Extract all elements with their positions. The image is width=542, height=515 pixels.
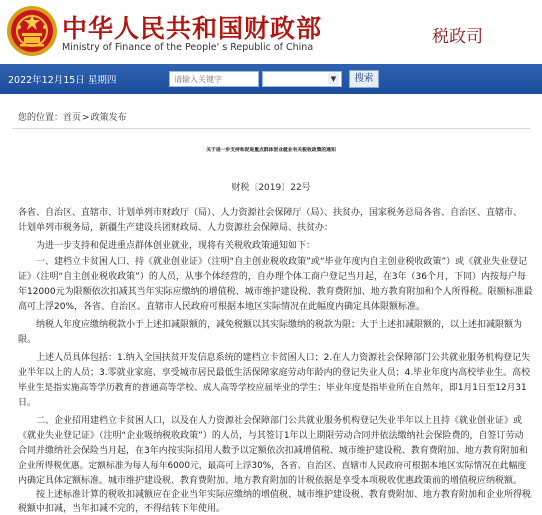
divider xyxy=(12,128,530,129)
article-line: 合同并缴纳社会保险当月起，在3年内按实际招用人数予以定额依次扣减增值税、城市维护建设税、教育费附加、地方教育附加和 xyxy=(18,446,528,456)
article-line: 二、企业招用建档立卡贫困人口，以及在人力资源社会保障部门公共就业服务机构登记失业半年以上且持《就业创业证》或 xyxy=(18,416,523,426)
article-line: 业半年以上的人员；3.零就业家庭、享受城市居民最低生活保障家庭劳动年龄内的登记失业人员；4.毕业年度内高校毕业生。高校 xyxy=(18,368,531,378)
article-line: 日。 xyxy=(18,398,37,408)
article-line: 为进一步支持和促进重点群体创业就业，现将有关税收政策通知如下： xyxy=(18,241,316,251)
article-line: 企业所得税优惠。定额标准为每人每年6000元，最高可上浮30%，各省、自治区、直辖市人民政府可根据本地区实际情况在此幅度 xyxy=(18,461,527,471)
article-line: 税额中扣减，当年扣减不完的，不得结转下年使用。 xyxy=(18,504,226,514)
article-title: 关于进一步支持和促进重点群体创业就业有关税收政策的通知 xyxy=(206,147,336,153)
article-line: 各省、自治区、直辖市、计划单列市财政厅（局）、人力资源社会保障厅（局）、扶贫办，国家税务总局各省、自治区、直辖市、 xyxy=(18,208,523,218)
section-name[interactable]: 税政司 xyxy=(432,27,483,47)
site-name[interactable]: 中华人民共和国财政部 xyxy=(62,14,323,43)
breadcrumb-label: 您的位置： xyxy=(18,113,64,123)
site-header xyxy=(0,0,542,64)
search-scope-select[interactable] xyxy=(262,71,342,87)
article-line: 上述人员具体包括：1.纳入全国扶贫开发信息系统的建档立卡贫困人口；2.在人力资源社会保障部门公共就业服务机构登记失 xyxy=(18,353,531,363)
national-emblem-icon xyxy=(6,5,58,57)
current-date: 2022年12月15日 星期四 xyxy=(8,75,117,86)
article-line: 《就业失业登记证》（注明“企业吸纳税收政策”）的人员，与其签订1年以上期限劳动合同并依法缴纳社会保险费的，自签订劳动 xyxy=(18,431,524,441)
article-line: 证》（注明“自主创业税收政策”）的人员，从事个体经营的，自办理个体工商户登记当月起，在3年（36个月，下同）内按每户每 xyxy=(18,272,527,282)
breadcrumb-home-link[interactable]: 首页 xyxy=(63,113,82,123)
document-number: 财税〔2019〕22号 xyxy=(231,183,311,193)
search-input[interactable] xyxy=(169,71,259,87)
article-line: 高可上浮20%，各省、自治区、直辖市人民政府可根据本地区实际情况在此幅度内确定具体限额标准。 xyxy=(18,302,426,312)
breadcrumb xyxy=(18,110,127,123)
article-line: 按上述标准计算的税收扣减额应在企业当年实际应缴纳的增值税、城市维护建设税、教育费附加、地方教育附加和企业所得税 xyxy=(18,490,532,500)
article-line: 限。 xyxy=(18,335,37,345)
breadcrumb-current-link[interactable]: 政策发布 xyxy=(90,113,127,123)
chevron-down-icon[interactable]: ▼ xyxy=(328,73,339,85)
search-button[interactable]: 搜索 xyxy=(349,70,379,88)
nav-bar xyxy=(0,64,542,94)
article-line: 毕业生是指实施高等学历教育的普通高等学校、成人高等学校应届毕业的学生；毕业年度是指毕业所在自然年，即1月1日至12月31 xyxy=(18,383,527,393)
article-line: 计划单列市税务局，新疆生产建设兵团财政局、人力资源社会保障局、扶贫办： xyxy=(18,223,334,233)
breadcrumb-separator: > xyxy=(82,113,90,123)
article-line: 年12000元为限额依次扣减其当年实际应缴纳的增值税、城市维护建设税、教育费附加、地方教育附加和个人所得税。限额标准最 xyxy=(18,287,533,297)
site-name-english: Ministry of Finance of the People' s Republic of China xyxy=(62,42,314,53)
article-line: 内确定具体定额标准。城市维护建设税、教育费附加、地方教育附加的计税依据是享受本项税收优惠政策前的增值税应纳税额。 xyxy=(18,476,523,486)
article-line: 纳税人年度应缴纳税款小于上述扣减限额的，减免税额以其实际缴纳的税款为限；大于上述扣减限额的，以上述扣减限额为 xyxy=(18,320,523,330)
article-line: 一、建档立卡贫困人口、持《就业创业证》（注明“自主创业税收政策”或“毕业年度内自主创业税收政策”）或《就业失业登记 xyxy=(18,257,528,267)
